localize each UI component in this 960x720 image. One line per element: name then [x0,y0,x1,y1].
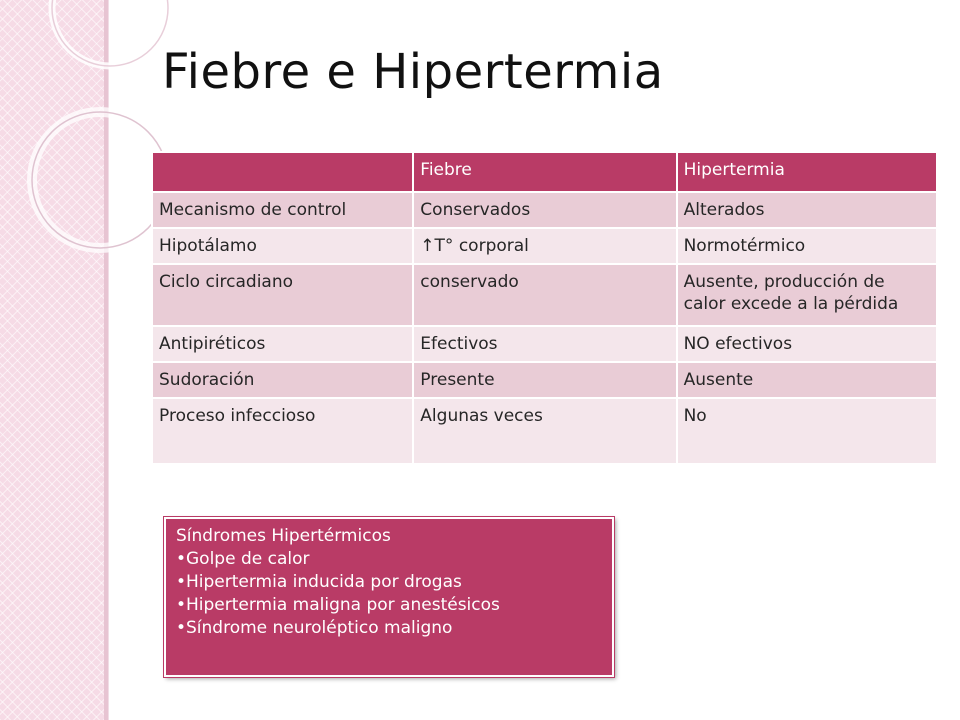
cell-fiebre: Algunas veces [413,398,676,464]
table-row [152,192,937,228]
comparison-table [151,151,938,465]
header-empty [152,152,413,192]
cell-fiebre: ↑T° corporal [413,228,676,264]
header-fiebre: Fiebre [413,152,676,192]
list-item [176,571,602,594]
slide-title: Fiebre e Hipertermia [162,44,664,100]
bullet-icon: • [176,571,187,592]
table-row [152,326,937,362]
list-item [176,617,602,640]
cell-fiebre: Conservados [413,192,676,228]
bullet-icon: • [176,548,187,569]
bullet-icon: • [176,594,187,615]
ring-middle-outline [32,112,168,248]
row-label: Mecanismo de control [152,192,413,228]
list-item [176,548,602,571]
callout-heading: Síndromes Hipertérmicos [176,526,391,546]
table-header-row [152,152,937,192]
cell-fiebre: Efectivos [413,326,676,362]
ring-top [52,0,168,66]
bullet-icon: • [176,617,187,638]
cell-hipertermia: Ausente, producción de calor excede a la pérdida [677,264,937,326]
list-item-label: Hipertermia inducida por drogas [186,571,462,592]
list-item-label: Hipertermia maligna por anestésicos [186,594,500,615]
cell-hipertermia: Alterados [677,192,937,228]
ring-top-outline [52,0,168,66]
cell-hipertermia: Normotérmico [677,228,937,264]
cell-hipertermia: No [677,398,937,464]
header-hipertermia: Hipertermia [677,152,937,192]
row-label: Proceso infeccioso [152,398,413,464]
list-item [176,594,602,617]
row-label: Ciclo circadiano [152,264,413,326]
table-row [152,398,937,464]
cell-fiebre: Presente [413,362,676,398]
table-row [152,362,937,398]
list-item-label: Golpe de calor [186,548,310,569]
table-row [152,264,937,326]
row-label: Antipiréticos [152,326,413,362]
list-item-label: Síndrome neuroléptico maligno [186,617,453,638]
cell-fiebre: conservado [413,264,676,326]
hyperthermic-syndromes-box [164,517,614,677]
row-label: Sudoración [152,362,413,398]
table-row [152,228,937,264]
cell-hipertermia: NO efectivos [677,326,937,362]
syndromes-list [176,548,602,640]
row-label: Hipotálamo [152,228,413,264]
cell-hipertermia: Ausente [677,362,937,398]
